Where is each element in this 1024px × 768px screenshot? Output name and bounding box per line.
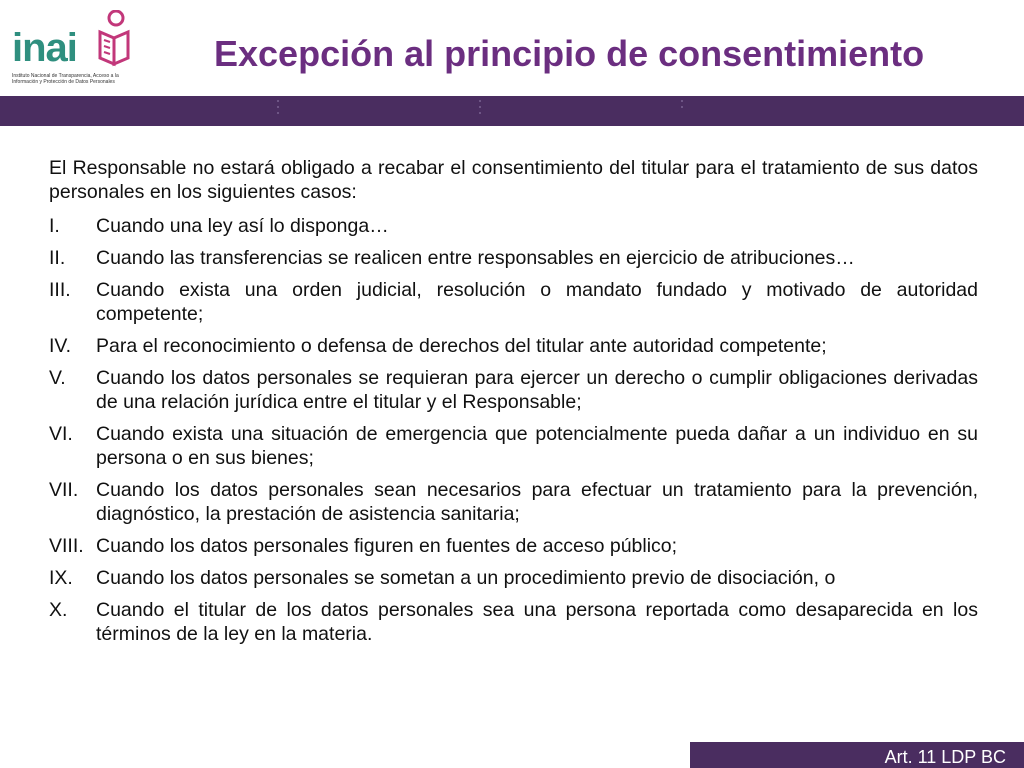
item-text: Cuando los datos personales se sometan a un procedimiento previo de disociación, o: [96, 567, 836, 589]
page-title: Excepción al principio de consentimiento: [214, 33, 925, 74]
list-item: [49, 214, 978, 238]
list-item: [49, 278, 978, 326]
list-item: [49, 598, 978, 646]
item-number: III.: [49, 279, 71, 301]
item-text: Cuando exista una orden judicial, resolución o mandato fundado y motivado de autoridad competente;: [96, 279, 978, 325]
header-band: [0, 96, 1024, 126]
list-item: [49, 246, 978, 270]
list-item: [49, 334, 978, 358]
item-number: VII.: [49, 479, 79, 501]
inai-logo: [10, 10, 140, 90]
exceptions-list: [49, 214, 978, 646]
list-item: [49, 566, 978, 590]
item-text: Cuando los datos personales figuren en fuentes de acceso público;: [96, 535, 678, 557]
item-text: Cuando exista una situación de emergencia que potencialmente pueda dañar a un individuo en su persona o en sus bienes;: [96, 423, 978, 469]
item-text: Cuando una ley así lo disponga…: [96, 215, 389, 237]
item-text: Cuando los datos personales sean necesarios para efectuar un tratamiento para la prevención, diagnóstico, la prestación de asistencia sanitaria;: [96, 479, 978, 525]
item-text: Cuando el titular de los datos personales sea una persona reportada como desaparecida en los términos de la ley en la materia.: [96, 599, 978, 645]
logo-wordmark: inai: [12, 26, 77, 70]
content-body: [49, 156, 978, 654]
band-pattern: [0, 96, 1024, 126]
list-item: [49, 422, 978, 470]
item-text: Cuando los datos personales se requieran para ejercer un derecho o cumplir obligaciones derivadas de una relación jurídica entre el titular y el Responsable;: [96, 367, 978, 413]
list-item: [49, 534, 978, 558]
item-number: IV.: [49, 335, 72, 357]
item-number: VI.: [49, 423, 73, 445]
list-item: [49, 366, 978, 414]
item-text: Cuando las transferencias se realicen entre responsables en ejercicio de atribuciones…: [96, 247, 855, 269]
item-number: I.: [49, 215, 60, 237]
item-number: IX.: [49, 567, 73, 589]
item-number: II.: [49, 247, 66, 269]
list-item: [49, 478, 978, 526]
intro-paragraph: El Responsable no estará obligado a recabar el consentimiento del titular para el tratamiento de sus datos personales en los siguientes casos:: [49, 157, 978, 203]
item-number: VIII.: [49, 535, 84, 557]
logo-caption: Instituto Nacional de Transparencia, Acceso a la Información y Protección de Datos Personales: [12, 73, 119, 85]
footer-reference: Art. 11 LDP BC: [884, 747, 1006, 767]
footer-reference-tab: [690, 742, 1024, 768]
item-text: Para el reconocimiento o defensa de derechos del titular ante autoridad competente;: [96, 335, 827, 357]
item-number: V.: [49, 367, 66, 389]
item-number: X.: [49, 599, 68, 621]
person-with-book-icon: [94, 10, 134, 68]
